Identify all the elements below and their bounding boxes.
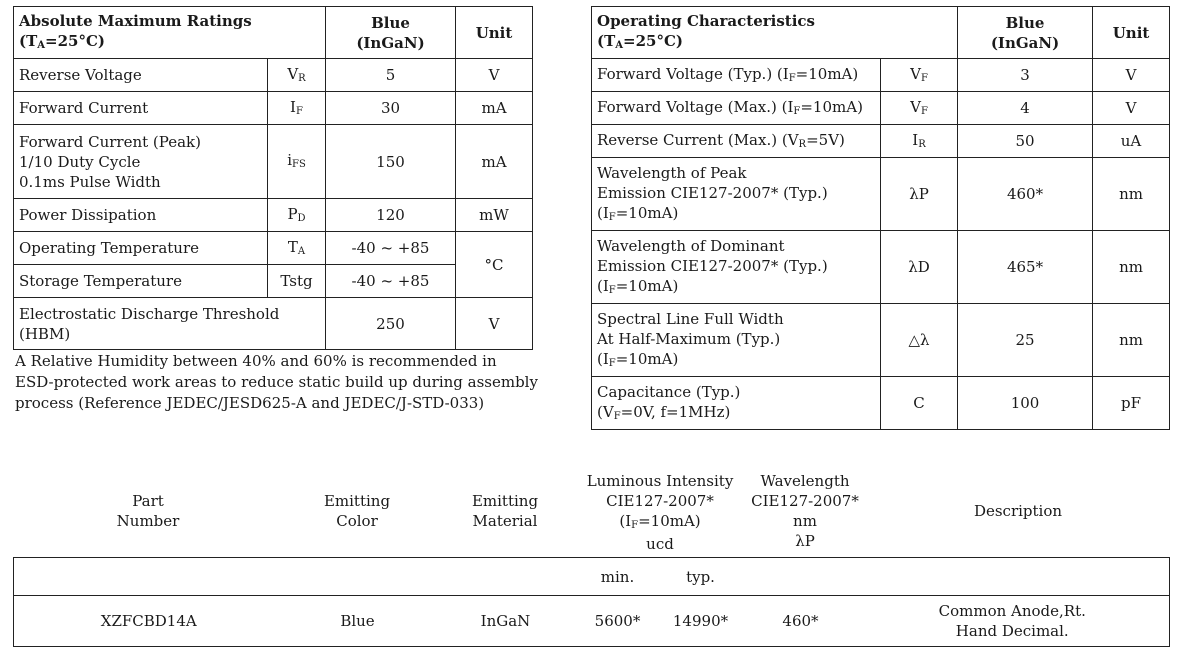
product-table: [13, 557, 1170, 647]
symbol: IR: [881, 125, 958, 158]
emitting-color: Blue: [284, 596, 432, 647]
table-row: [592, 158, 1170, 231]
param-label: Storage Temperature: [14, 265, 268, 298]
header-description: Description: [973, 502, 1063, 520]
symbol: IF: [268, 92, 326, 125]
symbol: λD: [881, 231, 958, 304]
unit: V: [1093, 59, 1170, 92]
symbol: VF: [881, 59, 958, 92]
subheader-row: [14, 558, 1170, 596]
table-row: [592, 92, 1170, 125]
symbol: iFS: [268, 125, 326, 199]
table-row: [14, 199, 533, 232]
table-row: [14, 59, 533, 92]
table-row: [592, 59, 1170, 92]
unit: V: [456, 298, 533, 350]
table-row: [592, 125, 1170, 158]
amr-header-unit: Unit: [456, 7, 533, 59]
lum-min-label: min.: [580, 558, 656, 596]
value: 30: [326, 92, 456, 125]
product-table-header: [13, 470, 1169, 554]
table-row: [592, 231, 1170, 304]
value: 3: [958, 59, 1093, 92]
amr-header-title: Absolute Maximum Ratings (TA=25°C): [14, 7, 326, 59]
unit: uA: [1093, 125, 1170, 158]
unit: pF: [1093, 377, 1170, 430]
wavelength: 460*: [746, 596, 856, 647]
param-label: Wavelength of Peak Emission CIE127-2007* (Typ.) (IF=10mA): [592, 158, 881, 231]
value: 465*: [958, 231, 1093, 304]
amr-header-blue: Blue (InGaN): [326, 7, 456, 59]
lum-typ-label: typ.: [656, 558, 746, 596]
unit: mW: [456, 199, 533, 232]
part-number: XZFCBD14A: [14, 596, 284, 647]
value: 150: [326, 125, 456, 199]
symbol: Tstg: [268, 265, 326, 298]
symbol: C: [881, 377, 958, 430]
value: 120: [326, 199, 456, 232]
unit: °C: [456, 232, 533, 298]
lum-typ: 14990*: [656, 596, 746, 647]
table-row: [14, 596, 1170, 647]
param-label: Forward Current: [14, 92, 268, 125]
param-label: Wavelength of Dominant Emission CIE127-2007* (Typ.) (IF=10mA): [592, 231, 881, 304]
header-wavelength: Wavelength CIE127-2007* nm λP: [751, 472, 859, 550]
table-row: [592, 377, 1170, 430]
value: 100: [958, 377, 1093, 430]
value: 460*: [958, 158, 1093, 231]
table-row: [592, 304, 1170, 377]
header-emitting-color: Emitting Color: [323, 492, 391, 530]
table-row: [14, 125, 533, 199]
description: Common Anode,Rt. Hand Decimal.: [856, 596, 1170, 647]
opc-header-unit: Unit: [1093, 7, 1170, 59]
param-label: Electrostatic Discharge Threshold (HBM): [14, 298, 326, 350]
value: 25: [958, 304, 1093, 377]
operating-characteristics-table: [591, 6, 1170, 430]
symbol: VR: [268, 59, 326, 92]
opc-header-title: Operating Characteristics (TA=25°C): [592, 7, 958, 59]
opc-header-blue: Blue (InGaN): [958, 7, 1093, 59]
value: -40 ~ +85: [326, 265, 456, 298]
header-part-number: Part Number: [116, 492, 180, 530]
value: -40 ~ +85: [326, 232, 456, 265]
param-label: Forward Voltage (Max.) (IF=10mA): [592, 92, 881, 125]
esd-note: A Relative Humidity between 40% and 60% is recommended in ESD-protected work areas to reduce static build up during assembly process (Reference JEDEC/JESD625-A and JEDEC/J-STD-033): [15, 352, 538, 412]
param-label: Reverse Voltage: [14, 59, 268, 92]
symbol: △λ: [881, 304, 958, 377]
unit: V: [1093, 92, 1170, 125]
param-label: Operating Temperature: [14, 232, 268, 265]
header-luminous-intensity: Luminous Intensity CIE127-2007* (IF=10mA) ucd: [586, 472, 734, 553]
table-row: [14, 92, 533, 125]
unit: V: [456, 59, 533, 92]
param-label: Forward Current (Peak) 1/10 Duty Cycle 0.1ms Pulse Width: [14, 125, 268, 199]
unit: mA: [456, 92, 533, 125]
unit: mA: [456, 125, 533, 199]
value: 50: [958, 125, 1093, 158]
value: 5: [326, 59, 456, 92]
lum-min: 5600*: [580, 596, 656, 647]
symbol: λP: [881, 158, 958, 231]
table-row: [14, 265, 533, 298]
unit: nm: [1093, 231, 1170, 304]
unit: nm: [1093, 158, 1170, 231]
param-label: Power Dissipation: [14, 199, 268, 232]
symbol: PD: [268, 199, 326, 232]
param-label: Forward Voltage (Typ.) (IF=10mA): [592, 59, 881, 92]
emitting-material: InGaN: [432, 596, 580, 647]
value: 4: [958, 92, 1093, 125]
value: 250: [326, 298, 456, 350]
symbol: TA: [268, 232, 326, 265]
symbol: VF: [881, 92, 958, 125]
param-label: Spectral Line Full Width At Half-Maximum (Typ.) (IF=10mA): [592, 304, 881, 377]
table-row: [14, 232, 533, 265]
unit: nm: [1093, 304, 1170, 377]
absolute-maximum-ratings-table: [13, 6, 533, 350]
param-label: Capacitance (Typ.) (VF=0V, f=1MHz): [592, 377, 881, 430]
header-emitting-material: Emitting Material: [471, 492, 539, 530]
table-row: [14, 298, 533, 350]
param-label: Reverse Current (Max.) (VR=5V): [592, 125, 881, 158]
